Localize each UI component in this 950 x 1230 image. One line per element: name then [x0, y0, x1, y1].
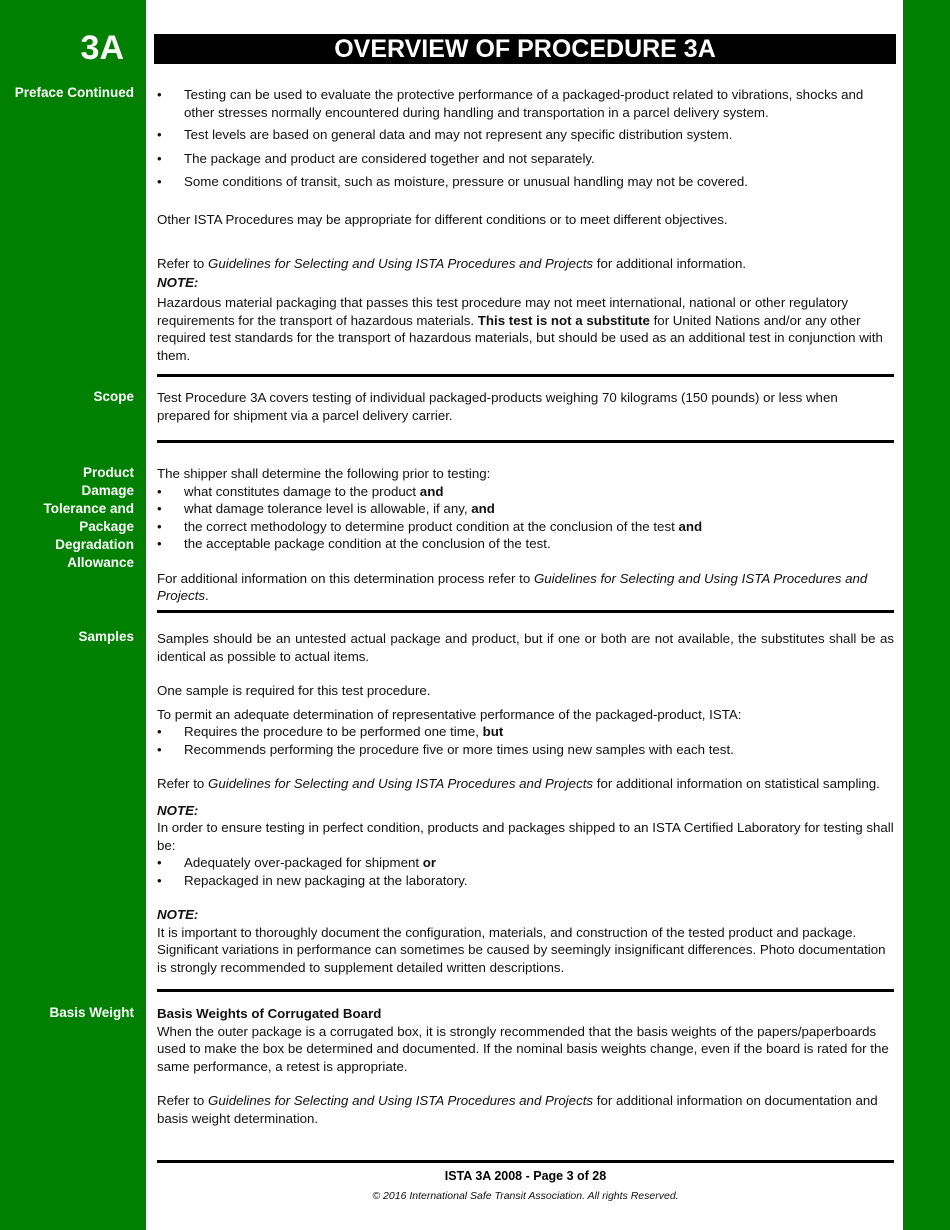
refer-suffix: . [205, 588, 209, 603]
refer-text [157, 570, 894, 605]
list-item [157, 741, 894, 759]
samples-text: One sample is required for this test procedure. [157, 683, 431, 698]
guideline-title: Guidelines for Selecting and Using ISTA Procedures and Projects [208, 256, 594, 271]
note-text [157, 294, 894, 364]
page-info: ISTA 3A 2008 - Page 3 of 28 [444, 1169, 607, 1183]
item-text: the acceptable package condition at the conclusion of the test. [184, 536, 551, 551]
section-divider [157, 440, 894, 443]
copyright: © 2016 International Safe Transit Association. All rights Reserved. [372, 1190, 679, 1202]
refer-suffix: for additional information on statistical sampling. [593, 776, 880, 791]
refer-suffix: for additional information. [593, 256, 747, 271]
label-line: Package [79, 519, 134, 534]
footer-divider [157, 1160, 894, 1163]
note-label: NOTE: [157, 274, 199, 290]
item-text: Requires the procedure to be performed one time, [184, 724, 483, 739]
list-item: • Some conditions of transit, such as moisture, pressure or unusual handling may not be covered. [157, 173, 894, 191]
samples-text: To permit an adequate determination of representative performance of the packaged-product, ISTA: [157, 706, 742, 722]
guideline-title: Guidelines for Selecting and Using ISTA Procedures and Projects [157, 570, 868, 603]
section-label-preface: Preface Continued [14, 85, 134, 100]
item-text: what damage tolerance level is allowable, if any, [184, 501, 472, 516]
list-item [157, 535, 894, 553]
basis-heading: Basis Weights of Corrugated Board [157, 1006, 382, 1021]
refer-suffix: for additional information on documentation and basis weight determination. [157, 1093, 878, 1126]
item-emphasis: and [419, 483, 444, 499]
section-divider [157, 610, 894, 613]
label-line: Tolerance and [43, 501, 134, 516]
item-text: Adequately over-packaged for shipment [184, 855, 423, 870]
note-text-part: for United Nations and/or any other required test standards for the transport of hazardous materials, but should be used as an additional test in conjunction with them. [157, 312, 883, 363]
item-text: Recommends performing the procedure five or more times using new samples with each test. [184, 741, 734, 757]
basis-weight-content [157, 1005, 894, 1127]
item-text: the correct methodology to determine product condition at the conclusion of the test [184, 518, 679, 534]
note-text: In order to ensure testing in perfect condition, products and packages shipped to an ISTA Certified Laboratory for testing shall be: [157, 820, 894, 853]
list-item: • The package and product are considered together and not separately. [157, 150, 894, 168]
damage-intro: The shipper shall determine the following prior to testing: [157, 466, 491, 481]
list-item: • Testing can be used to evaluate the protective performance of a packaged-product related to vibrations, shocks and other stresses normally encountered during handling and transportation in a parcel delivery system. [157, 86, 894, 121]
item-text: what constitutes damage to the product [184, 483, 420, 499]
label-line: Product [82, 465, 134, 480]
page-title: OVERVIEW OF PROCEDURE 3A [154, 34, 896, 64]
list-item [157, 723, 894, 741]
list-item [157, 483, 894, 501]
guideline-title: Guidelines for Selecting and Using ISTA Procedures and Projects [208, 1093, 594, 1108]
guideline-title: Guidelines for Selecting and Using ISTA Procedures and Projects [208, 776, 594, 791]
left-sidebar [0, 0, 146, 1230]
item-emphasis: and [471, 501, 495, 516]
note-label: NOTE: [157, 802, 199, 818]
item-emphasis: and [678, 518, 703, 534]
refer-text [157, 775, 894, 793]
page-code: 3A [80, 29, 124, 67]
section-divider [157, 374, 894, 377]
list-item [157, 518, 894, 536]
section-divider [157, 989, 894, 992]
refer-text [157, 255, 894, 273]
section-label-samples: Samples [78, 629, 134, 644]
preface-content [157, 86, 894, 364]
note-text: It is important to thoroughly document the configuration, materials, and construction of the tested product and package. Significant variations in performance can sometimes be caused by seemingly insignificant differences. Photo documentation is strongly recommended to supplement detailed written descriptions. [157, 924, 886, 975]
scope-text: Test Procedure 3A covers testing of individual packaged-products weighing 70 kilograms (150 pounds) or less when prepared for shipment via a parcel delivery carrier. [157, 390, 838, 423]
note-text-part: Hazardous material packaging that passes this test procedure may not meet international, national or other regulatory requirements for the transport of hazardous materials. [157, 295, 849, 328]
section-label-damage [0, 464, 134, 572]
scope-content [157, 389, 894, 424]
list-item [157, 500, 894, 518]
list-item [157, 854, 894, 872]
damage-content [157, 465, 894, 605]
refer-text [157, 1092, 894, 1127]
other-procedures-text: Other ISTA Procedures may be appropriate for different conditions or to meet different objectives. [157, 211, 728, 227]
samples-content [157, 630, 894, 976]
section-label-scope: Scope [93, 389, 134, 404]
label-line: Allowance [67, 555, 134, 570]
right-margin-bar [903, 0, 950, 1230]
section-label-basis-weight: Basis Weight [49, 1005, 134, 1020]
list-item [157, 872, 894, 890]
item-emphasis: but [482, 724, 504, 739]
refer-prefix: For additional information on this determination process refer to [157, 570, 534, 586]
label-line: Damage [81, 483, 134, 498]
refer-prefix: Refer to [157, 256, 208, 271]
note-emphasis: This test is not a substitute [477, 312, 650, 328]
item-emphasis: or [422, 855, 437, 870]
samples-text: Samples should be an untested actual package and product, but if one or both are not available, the substitutes shall be as identical as possible to actual items. [157, 631, 894, 664]
label-line: Degradation [55, 537, 134, 552]
note-label: NOTE: [157, 907, 199, 922]
basis-text: When the outer package is a corrugated box, it is strongly recommended that the basis weights of the papers/paperboards used to make the box be determined and documented. If the nominal basis weights change, even if the board is rated for the same performance, a retest is appropriate. [157, 1023, 889, 1074]
refer-prefix: Refer to [157, 776, 208, 791]
list-item: • Test levels are based on general data and may not represent any specific distribution system. [157, 126, 894, 144]
refer-prefix: Refer to [157, 1093, 208, 1108]
item-text: Repackaged in new packaging at the laboratory. [184, 872, 468, 888]
